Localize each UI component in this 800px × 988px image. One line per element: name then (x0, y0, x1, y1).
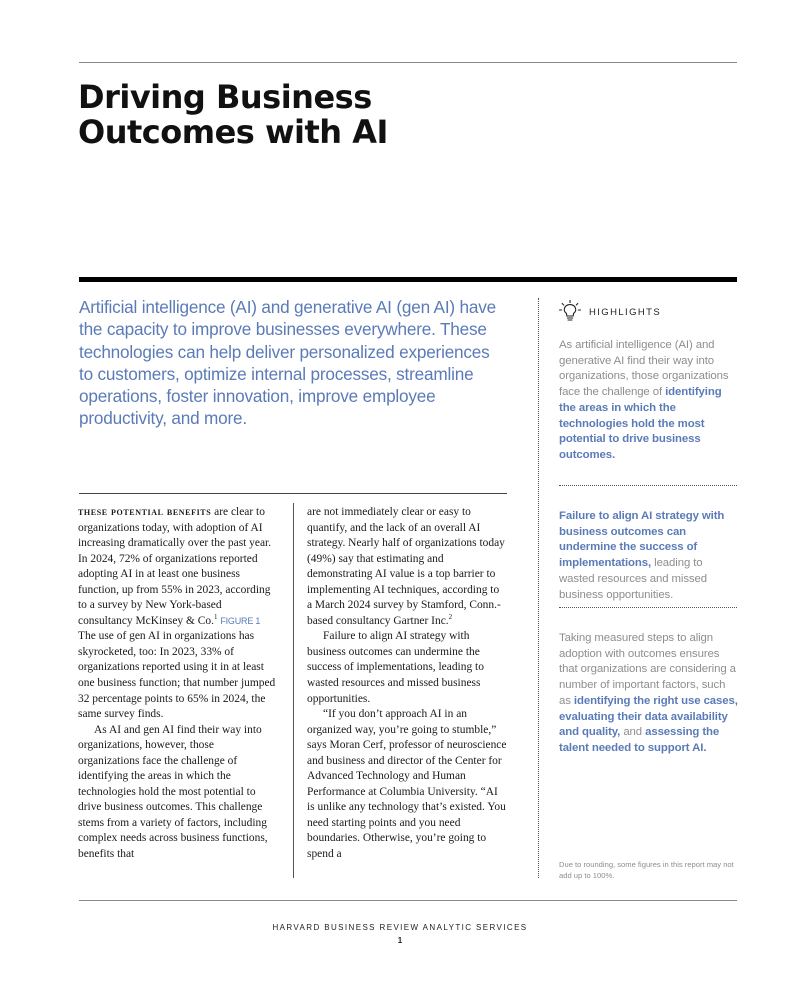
endnote-ref: 1 (213, 613, 218, 622)
body-paragraph: “If you don’t approach AI in an organized way, you’re going to stumble,” says Moran Cerf, professor of neuroscience and business and director of the Center for Advanced Technology and Human Performance at Columbia University. “AI is unlike any technology that’s existed. You need starting points and you need boundaries. Otherwise, you’re going to spend a (307, 708, 507, 861)
section-rule (79, 277, 737, 282)
highlight-2-text: leading to wasted resources and missed business opportunities. (559, 557, 707, 601)
body-column-2 (307, 505, 507, 863)
body-text: are clear to organizations today, with adoption of AI increasing dramatically over the past year. In 2024, 72% of organizations reported adopting AI in at least one business function, up from 55% in 2023, according to a survey by New York-based consultancy McKinsey & Co. (78, 506, 272, 627)
publisher-footer: HARVARD BUSINESS REVIEW ANALYTIC SERVICES (272, 923, 528, 932)
endnote-ref: 2 (448, 613, 453, 622)
highlight-divider (559, 607, 737, 608)
column-divider (293, 503, 294, 878)
page-number: 1 (397, 936, 403, 945)
title-line-1: Driving Business (78, 78, 372, 116)
lead-in: these potential benefits (78, 506, 212, 518)
body-paragraph (78, 505, 278, 723)
highlight-1-text: As artificial intelligence (AI) and generative AI find their way into organizations, those organizations face the challenge of (559, 339, 729, 399)
top-rule (79, 62, 737, 63)
highlight-item-3 (559, 631, 739, 757)
body-text: are not immediately clear or easy to quantify, and the lack of an overall AI strategy. Nearly half of organizations today (49%) say that estimating and demonstrating AI value is a top barrier to implementing AI techniques, according to a March 2024 survey by Stamford, Conn.-based consultancy Gartner Inc. (307, 506, 505, 627)
page-title (78, 80, 578, 150)
body-text: The use of gen AI in organizations has skyrocketed, too: In 2023, 33% of organizations reported using it in at least one business function; that number jumped 32 percentage points to 65% in 2024, the same survey finds. (78, 630, 276, 721)
title-line-2: Outcomes with AI (78, 113, 388, 151)
body-top-rule (79, 493, 507, 494)
rounding-footnote: Due to rounding, some figures in this report may not add up to 100%. (559, 860, 734, 880)
body-paragraph (307, 505, 507, 629)
highlights-label: HIGHLIGHTS (589, 306, 662, 318)
body-paragraph: Failure to align AI strategy with business outcomes can undermine the success of implementations, leading to wasted resources and missed business opportunities. (307, 630, 484, 705)
intro-deck: Artificial intelligence (AI) and generative AI (gen AI) have the capacity to improve businesses everywhere. These technologies can help deliver personalized experiences to customers, optimize internal processes, streamline operations, foster innovation, improve employee productivity, and more. (79, 297, 496, 429)
highlight-2-emphasis: Failure to align AI strategy with business outcomes can undermine the success of implementations, (559, 510, 725, 570)
highlight-3-emphasis: assessing the talent needed to support AI. (559, 726, 720, 754)
highlights-header (559, 300, 661, 324)
sidebar-divider (538, 298, 539, 878)
highlight-item-1 (559, 338, 739, 464)
highlight-3-text: and (620, 726, 646, 739)
highlight-divider (559, 485, 737, 486)
lightbulb-icon (559, 300, 581, 324)
footer-rule (79, 900, 737, 901)
highlight-3-emphasis: identifying the right use cases, evaluating their data availability and quality, (559, 694, 738, 739)
highlight-1-emphasis: identifying the areas in which the technologies hold the most potential to drive business outcomes. (559, 386, 722, 461)
body-paragraph: As AI and gen AI find their way into organizations, however, those organizations face the challenge of identifying the areas in which the technologies hold the most potential to drive business outcomes. This challenge stems from a variety of factors, including complex needs across business functions, benefits that (78, 723, 268, 861)
highlight-item-2 (559, 509, 739, 603)
figure-reference: FIGURE 1 (220, 615, 261, 626)
highlight-3-text: Taking measured steps to align adoption with outcomes ensures that organizations are considering a number of important factors, such as (559, 632, 736, 707)
body-column-1 (78, 505, 278, 863)
